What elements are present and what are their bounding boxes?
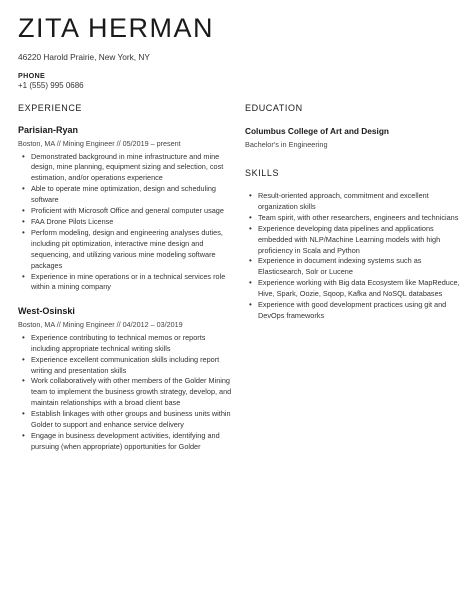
- phone-label: PHONE: [18, 71, 46, 80]
- job-meta: Boston, MA // Mining Engineer // 05/2019 – present: [18, 138, 181, 148]
- job-bullet: • Able to operate mine optimization, design and scheduling software: [31, 184, 233, 206]
- skills-heading: SKILLS: [245, 168, 280, 178]
- skill-item: • Experience developing data pipelines and applications embedded with NLP/Machine Learning models with high proficiency in Scala and Python: [258, 224, 460, 257]
- job-company: Parisian-Ryan: [18, 125, 79, 135]
- skills-section: [245, 169, 460, 322]
- skills-list: [245, 191, 460, 322]
- job-entry: [18, 307, 233, 453]
- right-column: [245, 104, 460, 322]
- job-bullet: • Experience contributing to technical memos or reports including appropriate technical writing skills: [31, 333, 233, 355]
- job-bullet: • Experience excellent communication skills including report writing and presentation skills: [31, 355, 233, 377]
- address: 46220 Harold Prairie, New York, NY: [18, 52, 150, 62]
- job-bullet: • Work collaboratively with other members of the Golder Mining team to implement the business growth strategy, develop, and maintain relationships with a broad client base: [31, 376, 233, 409]
- job-company: West-Osinski: [18, 306, 75, 317]
- job-bullet: • Proficient with Microsoft Office and general computer usage: [31, 206, 233, 217]
- phone-number: +1 (555) 995 0686: [18, 81, 84, 90]
- job-bullet: • FAA Drone Pilots License: [31, 217, 233, 228]
- skill-item: • Team spirit, with other researchers, engineers and technicians: [258, 213, 460, 224]
- skill-item: • Result-oriented approach, commitment and excellent organization skills: [258, 191, 460, 213]
- job-meta: Boston, MA // Mining Engineer // 04/2012 – 03/2019: [18, 320, 183, 330]
- skill-item: • Experience in document indexing systems such as Elasticsearch, Solr or Lucene: [258, 256, 460, 278]
- experience-heading: EXPERIENCE: [18, 103, 83, 113]
- job-entry: [18, 126, 233, 293]
- job-bullet: • Demonstrated background in mine infrastructure and mine design, mine planning, equipment sizing and selection, cost estimation, and/or operations experience: [31, 152, 233, 185]
- experience-section: [18, 104, 233, 467]
- education-heading: EDUCATION: [245, 103, 303, 113]
- skill-item: • Experience with good development practices using git and DevOps frameworks: [258, 300, 460, 322]
- candidate-name: ZITA HERMAN: [18, 13, 215, 43]
- education-school: Columbus College of Art and Design: [245, 126, 389, 136]
- education-degree: Bachelor's in Engineering: [245, 140, 328, 149]
- education-section: [245, 104, 460, 149]
- job-bullet: • Perform modeling, design and engineering analyses duties, including pit optimization, interactive mine design and sequencing, and utilizing various mine modeling software packages: [31, 228, 233, 272]
- job-bullet: • Experience in mine operations or in a technical services role within a mining company: [31, 272, 233, 294]
- skill-item: • Experience working with Big data Ecosystem like MapReduce, Hive, Spark, Oozie, Sqoop, Kafka and NoSQL databases: [258, 278, 460, 300]
- job-bullet: • Establish linkages with other groups and business units within Golder to support and enhance service delivery: [31, 409, 233, 431]
- job-bullets: [18, 152, 233, 294]
- job-bullets: [18, 333, 233, 453]
- job-bullet: • Engage in business development activities, identifying and pursuing (when appropriate) opportunities for Golder: [31, 431, 233, 453]
